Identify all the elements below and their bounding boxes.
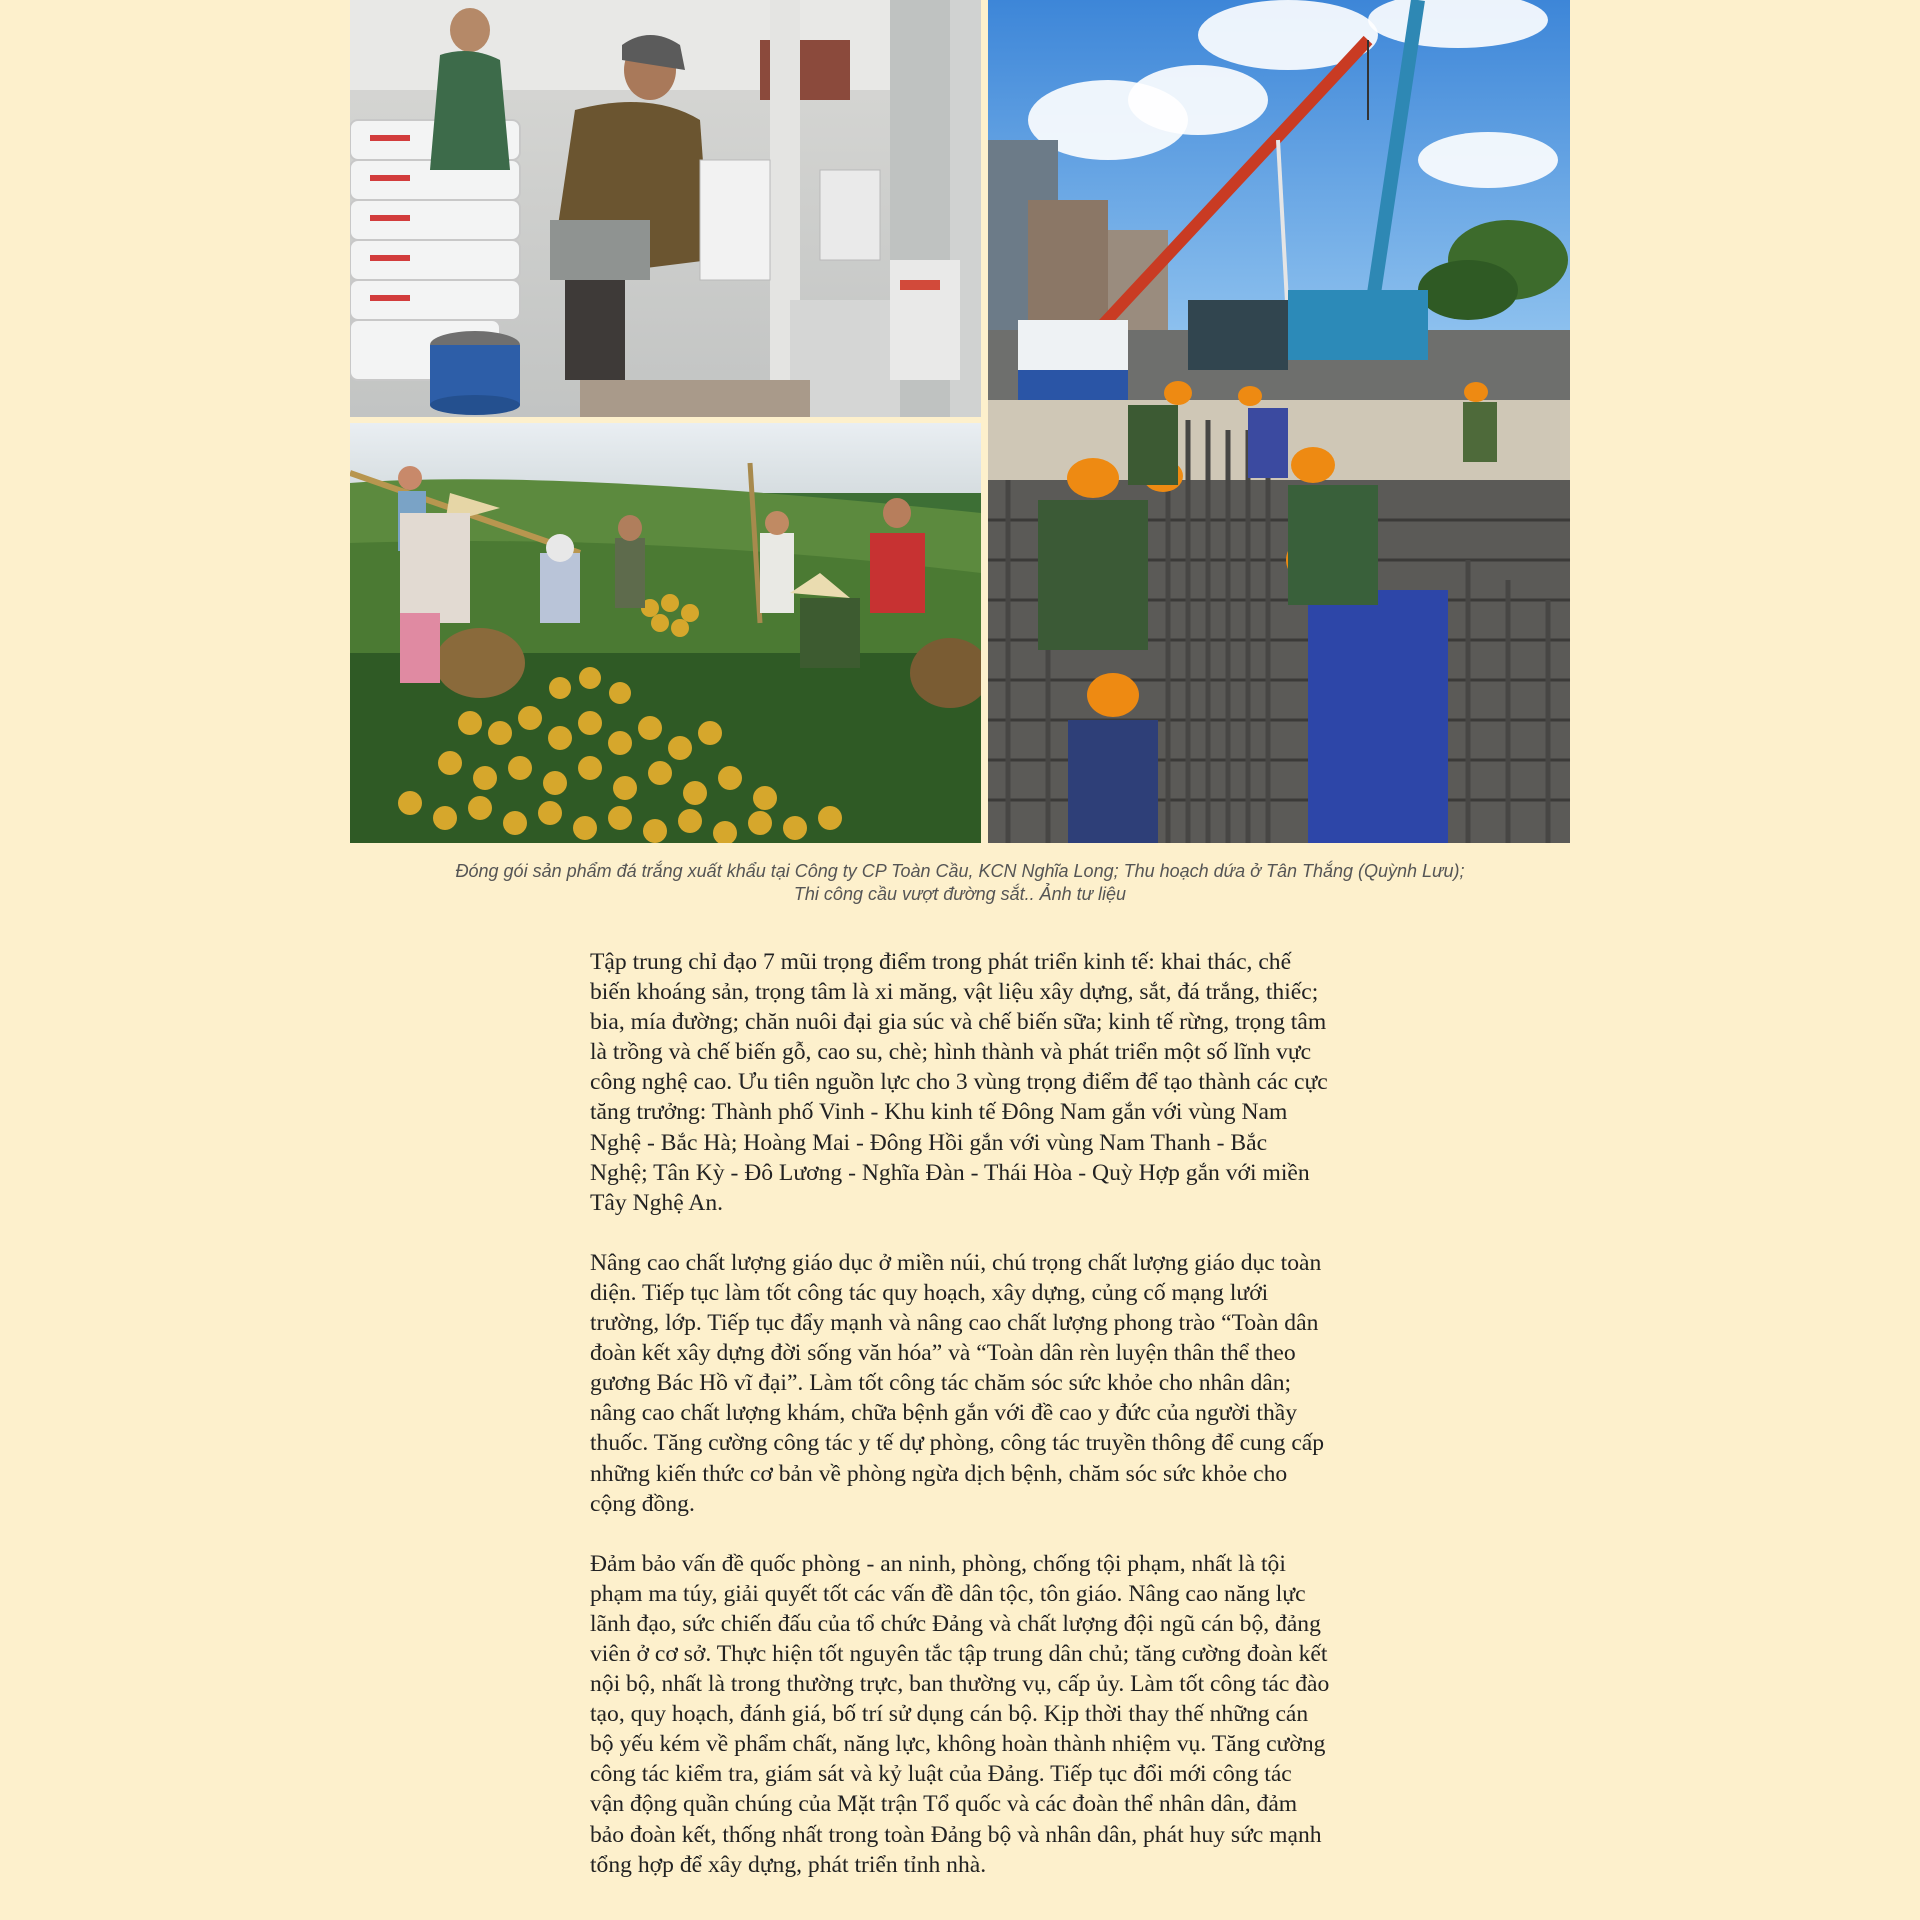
photo-collage xyxy=(350,0,1570,843)
article-paragraph-education-health: Nâng cao chất lượng giáo dục ở miền núi, chú trọng chất lượng giáo dục toàn diện. Tiếp tục làm tốt công tác quy hoạch, xây dựng, củng cố mạng lưới trường, lớp. Tiếp tục đẩy mạnh và nâng cao chất lượng phong trào “Toàn dân đoàn kết xây dựng đời sống văn hóa” và “Toàn dân rèn luyện thân thể theo gương Bác Hồ vĩ đại”. Làm tốt công tác chăm sóc sức khỏe cho nhân dân; nâng cao chất lượng khám, chữa bệnh gắn với đề cao y đức của người thầy thuốc. Tăng cường công tác y tế dự phòng, công tác truyền thông để cung cấp những kiến thức cơ bản về phòng ngừa dịch bệnh, chăm sóc sức khỏe cho cộng đồng. xyxy=(590,1249,1325,1517)
caption-line-2: Thi công cầu vượt đường sắt.. Ảnh tư liệu xyxy=(793,884,1127,904)
pineapple-illustration xyxy=(350,423,981,843)
article-body xyxy=(590,947,1330,1910)
caption-line-1: Đóng gói sản phẩm đá trắng xuất khẩu tại Công ty CP Toàn Cầu, KCN Nghĩa Long; Thu hoạch dứa ở Tân Thắng (Quỳnh Lưu); xyxy=(455,861,1465,881)
pineapple-harvest-photo xyxy=(350,423,981,843)
photo-caption xyxy=(350,860,1570,906)
construction-photo xyxy=(988,0,1570,843)
article-paragraph-defense-party: Đảm bảo vấn đề quốc phòng - an ninh, phòng, chống tội phạm, nhất là tội phạm ma túy, giải quyết tốt các vấn đề dân tộc, tôn giáo. Nâng cao năng lực lãnh đạo, sức chiến đấu của tổ chức Đảng và chất lượng đội ngũ cán bộ, đảng viên ở cơ sở. Thực hiện tốt nguyên tắc tập trung dân chủ; tăng cường đoàn kết nội bộ, nhất là trong thường trực, ban thường vụ, cấp ủy. Làm tốt công tác đào tạo, quy hoạch, đánh giá, bố trí sử dụng cán bộ. Kịp thời thay thế những cán bộ yếu kém về phẩm chất, năng lực, không hoàn thành nhiệm vụ. Tăng cường công tác kiểm tra, giám sát và kỷ luật của Đảng. Tiếp tục đổi mới công tác vận động quần chúng của Mặt trận Tổ quốc và các đoàn thể nhân dân, đảm bảo đoàn kết, thống nhất trong toàn Đảng bộ và nhân dân, phát huy sức mạnh tổng hợp để xây dựng, phát triển tỉnh nhà. xyxy=(590,1550,1330,1878)
factory-illustration xyxy=(350,0,981,417)
factory-photo xyxy=(350,0,981,417)
article-paragraph-economy: Tập trung chỉ đạo 7 mũi trọng điểm trong phát triển kinh tế: khai thác, chế biến khoáng sản, trọng tâm là xi măng, vật liệu xây dựng, sắt, đá trắng, thiếc; bia, mía đường; chăn nuôi đại gia súc và chế biến sữa; kinh tế rừng, trọng tâm là trồng và chế biến gỗ, cao su, chè; hình thành và phát triển một số lĩnh vực công nghệ cao. Ưu tiên nguồn lực cho 3 vùng trọng điểm để tạo thành các cực tăng trưởng: Thành phố Vinh - Khu kinh tế Đông Nam gắn với vùng Nam Nghệ - Bắc Hà; Hoàng Mai - Đông Hồi gắn với vùng Nam Thanh - Bắc Nghệ; Tân Kỳ - Đô Lương - Nghĩa Đàn - Thái Hòa - Quỳ Hợp gắn với miền Tây Nghệ An. xyxy=(590,949,1328,1216)
construction-illustration xyxy=(988,0,1570,843)
